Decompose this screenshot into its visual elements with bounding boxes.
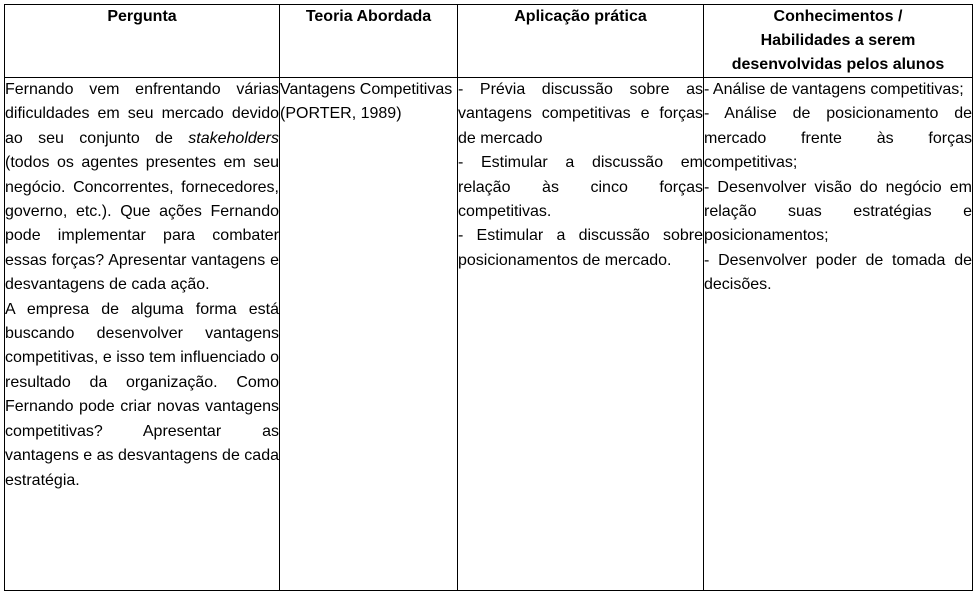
teoria-text: Vantagens Competitivas (PORTER, 1989)	[280, 81, 453, 123]
header-conhecimentos-line-3: desenvolvidas pelos alunos	[731, 56, 945, 73]
header-aplicacao-label: Aplicação prática	[514, 8, 647, 25]
header-pergunta-label: Pergunta	[107, 8, 177, 25]
content-table	[4, 4, 973, 591]
cell-pergunta	[5, 78, 280, 591]
header-conhecimentos-line-2: Habilidades a serem	[760, 32, 916, 49]
header-conhecimentos	[704, 5, 973, 78]
header-conhecimentos-line-1: Conhecimentos /	[773, 8, 903, 25]
aplicacao-item: - Estimular a discussão sobre posicionamentos de mercado.	[458, 227, 703, 269]
conhecimentos-item: - Desenvolver poder de tomada de decisões.	[704, 251, 972, 294]
header-row	[5, 5, 973, 78]
conhecimentos-item: - Desenvolver visão do negócio em relação suas estratégias e posicionamentos;	[704, 178, 972, 245]
table-row	[5, 78, 973, 591]
header-teoria-label: Teoria Abordada	[305, 8, 432, 25]
aplicacao-item: - Prévia discussão sobre as vantagens competitivas e forças de mercado	[458, 81, 703, 147]
aplicacao-item: - Estimular a discussão em relação às cinco forças competitivas.	[458, 154, 703, 221]
conhecimentos-item: - Análise de vantagens competitivas;	[704, 81, 964, 98]
header-pergunta	[5, 5, 280, 78]
pergunta-p1-start: Fernando vem enfrentando várias dificuldades em seu mercado devido ao seu conjunto de	[5, 81, 279, 147]
cell-aplicacao	[458, 78, 704, 591]
pergunta-paragraph-1	[5, 78, 279, 298]
header-aplicacao	[458, 5, 704, 78]
pergunta-p1-end: (todos os agentes presentes em seu negócio. Concorrentes, fornecedores, governo, etc.). Que ações Fernando pode implementar para combater essas forças? Apresentar vantagens e desvantagens de cada ação.	[5, 154, 279, 294]
pergunta-paragraph-2: A empresa de alguma forma está buscando desenvolver vantagens competitivas, e isso tem influenciado o resultado da organização. Como Fernando pode criar novas vantagens competitivas? Apresentar as vantagens e as desvantagens de cada estratégia.	[5, 300, 279, 489]
cell-conhecimentos	[704, 78, 973, 591]
cell-teoria	[280, 78, 458, 591]
pergunta-p1-italic: stakeholders	[188, 129, 279, 147]
conhecimentos-item: - Análise de posicionamento de mercado frente às forças competitivas;	[704, 105, 972, 172]
header-teoria	[280, 5, 458, 78]
